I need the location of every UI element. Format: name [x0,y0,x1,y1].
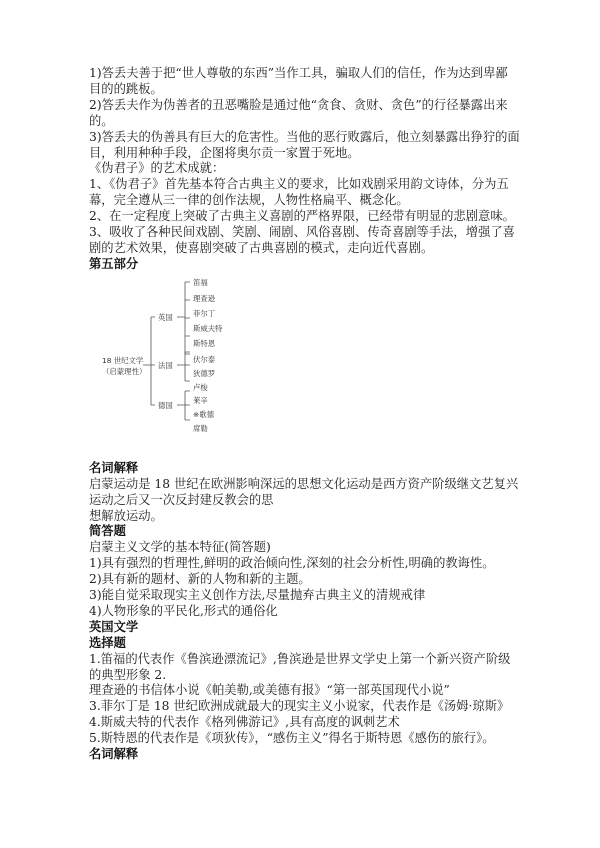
upper-text-block [89,66,529,257]
author-node: 笛福 [193,277,208,287]
text-line: 《伪君子》的艺术成就： [89,161,225,176]
author-node: 斯特恩 [193,338,216,348]
text-line: 2)具有新的题材、新的人物和新的主题。 [89,572,311,587]
section-heading: 第五部分 [89,256,139,271]
text-line: 1)具有强烈的哲理性,鲜明的政治倾向性,深刻的社会分析性,明确的教诲性。 [89,556,495,571]
section-heading: 英国文学 [89,619,139,634]
text-line: 目，利用种种手段，企图将奥尔贡一家置于死地。 [89,145,360,160]
author-node: 理查逊 [193,293,216,303]
text-line: 1)答丢夫善于把“世人尊敬的东西”当作工具，骗取人们的信任，作为达到卑鄙 [89,66,508,80]
section-heading: 名词解释 [89,747,139,762]
text-line: 3、吸收了各种民间戏剧、笑剧、闹剧、风俗喜剧、传奇喜剧等手法，增强了喜 [89,225,515,240]
literature-tree-diagram [89,275,529,435]
text-line: 的。 [89,113,114,128]
text-line: 1.笛福的代表作《鲁滨逊漂流记》,鲁滨逊是世界文学史上第一个新兴资产阶级 [89,651,511,666]
tree-svg [89,275,529,435]
root-label-line2: （启蒙理性） [102,366,147,376]
text-line: 启蒙运动是 18 世纪在欧洲影响深远的思想文化运动是西方资产阶级继文艺复兴 [89,476,519,491]
author-node: 莱辛 [193,395,208,405]
author-node: 席勒 [193,423,208,433]
text-line: 4.斯威夫特的代表作《格列佛游记》,具有高度的讽刺艺术 [89,715,400,730]
document-page [89,66,529,763]
author-node: 菲尔丁 [193,308,216,318]
text-line: 3)能自觉采取现实主义创作方法,尽量抛弃古典主义的清规戒律 [89,588,426,603]
country-england: 英国 [158,312,173,322]
section-heading: 名词解释 [89,460,139,475]
text-line: 3.菲尔丁是 18 世纪欧洲成就最大的现实主义小说家，代表作是《汤姆·琼斯》 [89,699,510,714]
author-node: 斯威夫特 [193,323,223,333]
text-line: 启蒙主义文学的基本特征(简答题) [89,540,271,555]
text-line: 1、《伪君子》首先基本符合古典主义的要求，比如戏剧采用韵文诗体，分为五 [89,177,509,192]
text-line: 4)人物形象的平民化,形式的通俗化 [89,603,278,618]
text-line: 理查逊的书信体小说《帕美勒,或美德有报》“第一部英国现代小说” [89,683,450,698]
text-line: 2)答丢夫作为伪善者的丑恶嘴脸是通过他“贪食、贪财、贪色”的行径暴露出来 [89,97,508,112]
country-france: 法国 [158,360,173,370]
root-label-line1: 18 世纪文学 [102,355,144,365]
text-line: 3)答丢夫的伪善具有巨大的危害性。当他的恶行败露后，他立刻暴露出狰狞的面 [89,129,520,144]
text-line: 5.斯特恩的代表作是《项狄传》，“感伤主义”得名于斯特恩《感伤的旅行》。 [89,731,495,746]
country-germany: 德国 [158,400,173,410]
author-node: 狄德罗 [193,368,216,378]
text-line: 2、在一定程度上突破了古典主义喜剧的严格界限，已经带有明显的悲剧意味。 [89,209,515,224]
author-node: ※歌德 [193,409,214,419]
section-heading: 简答题 [89,524,126,539]
text-line: 运动之后又一次反封建反教会的思 [89,492,274,507]
section-heading: 选择题 [89,635,126,650]
author-node: 卢梭 [193,382,208,392]
text-line: 的典型形象 2. [89,667,167,682]
author-node: 伏尔泰 [193,354,216,364]
text-line: 剧的艺术效果，使喜剧突破了古典喜剧的模式，走向近代喜剧。 [89,240,434,255]
text-line: 幕，完全遵从三一律的创作法规，人物性格扁平、概念化。 [89,193,409,208]
text-line: 想解放运动。 [89,508,163,523]
text-line: 目的的跳板。 [89,81,163,96]
